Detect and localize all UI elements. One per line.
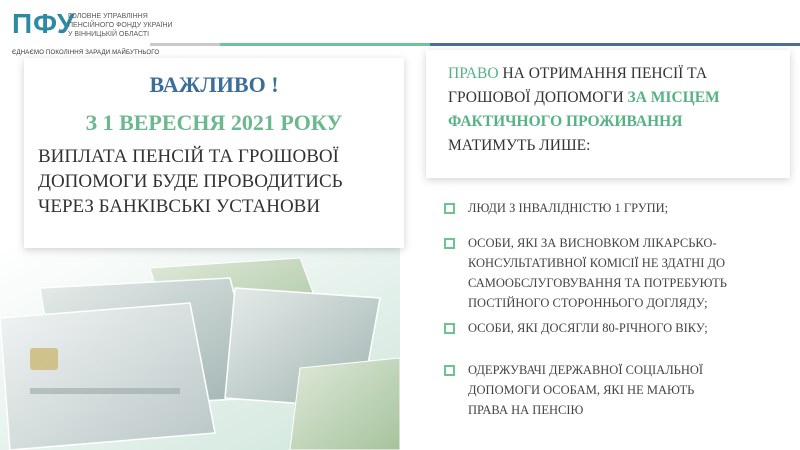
org-name	[68, 12, 218, 39]
eligibility-heading	[448, 62, 778, 158]
checkbox-icon	[444, 323, 455, 334]
checkbox-icon	[444, 203, 455, 214]
list-item-line: ЛЮДИ З ІНВАЛІДНІСТЮ 1 ГРУПИ;	[468, 201, 669, 215]
checkbox-icon	[444, 238, 455, 249]
announcement-line-1: ВИПЛАТА ПЕНСІЙ ТА ГРОШОВОЇ	[38, 146, 339, 167]
list-item-line: САМООБСЛУГОВУВАННЯ ТА ПОТРЕБУЮТЬ	[468, 276, 727, 290]
bank-cards-illustration	[0, 248, 400, 450]
announcement-line-2: ДОПОМОГИ БУДЕ ПРОВОДИТИСЬ	[38, 171, 343, 192]
org-name-line-2: ПЕНСІЙНОГО ФОНДУ УКРАЇНИ	[68, 22, 173, 29]
pfu-logo	[8, 6, 208, 58]
list-item-line: ПРАВА НА ПЕНСІЮ	[468, 403, 584, 417]
eligibility-header-box	[426, 50, 790, 178]
list-item-line: ОДЕРЖУВАЧІ ДЕРЖАВНОЇ СОЦІАЛЬНОЇ	[468, 363, 704, 377]
list-item-line: ОСОБИ, ЯКІ ЗА ВИСНОВКОМ ЛІКАРСЬКО-	[468, 236, 717, 250]
important-heading: ВАЖЛИВО !	[149, 72, 279, 97]
announcement-line-3: ЧЕРЕЗ БАНКІВСЬКІ УСТАНОВИ	[38, 196, 321, 217]
list-item-text	[468, 198, 788, 218]
checkbox-icon	[444, 365, 455, 376]
list-item-line: ОСОБИ, ЯКІ ДОСЯГЛИ 80-РІЧНОГО ВІКУ;	[468, 321, 708, 335]
header-divider-gray	[150, 43, 220, 46]
org-name-line-3: У ВІННИЦЬКІЙ ОБЛАСТІ	[68, 31, 150, 38]
heading-text-1: НА ОТРИМАННЯ ПЕНСІЇ ТА	[498, 65, 708, 82]
date-heading: З 1 ВЕРЕСНЯ 2021 РОКУ	[85, 110, 343, 135]
logo-mark: ПФУ	[12, 8, 76, 39]
list-item-line: ПОСТІЙНОГО СТОРОННЬОГО ДОГЛЯДУ;	[468, 296, 708, 310]
heading-text-3: МАТИМУТЬ ЛИШЕ:	[448, 137, 591, 154]
org-name-line-1: ГОЛОВНЕ УПРАВЛІННЯ	[68, 13, 148, 20]
list-item-text	[468, 318, 788, 338]
highlight-actual: ФАКТИЧНОГО ПРОЖИВАННЯ	[448, 113, 683, 130]
announcement-box	[24, 58, 404, 248]
card-front	[0, 303, 215, 450]
logo-motto: ЄДНАЄМО ПОКОЛІННЯ ЗАРАДИ МАЙБУТНЬОГО	[12, 50, 160, 56]
list-item-line: КОНСУЛЬТАТИВНОЇ КОМІСІЇ НЕ ЗДАТНІ ДО	[468, 256, 726, 270]
highlight-place: ЗА МІСЦЕМ	[627, 89, 720, 106]
header-divider-blue	[430, 43, 800, 46]
heading-text-2: ГРОШОВОЇ ДОПОМОГИ	[448, 89, 628, 106]
list-item-text	[468, 360, 788, 420]
highlight-right: ПРАВО	[448, 65, 499, 82]
list-item-line: ДОПОМОГИ ОСОБАМ, ЯКІ НЕ МАЮТЬ	[468, 383, 695, 397]
announcement-text	[38, 144, 398, 219]
list-item-text	[468, 233, 788, 313]
